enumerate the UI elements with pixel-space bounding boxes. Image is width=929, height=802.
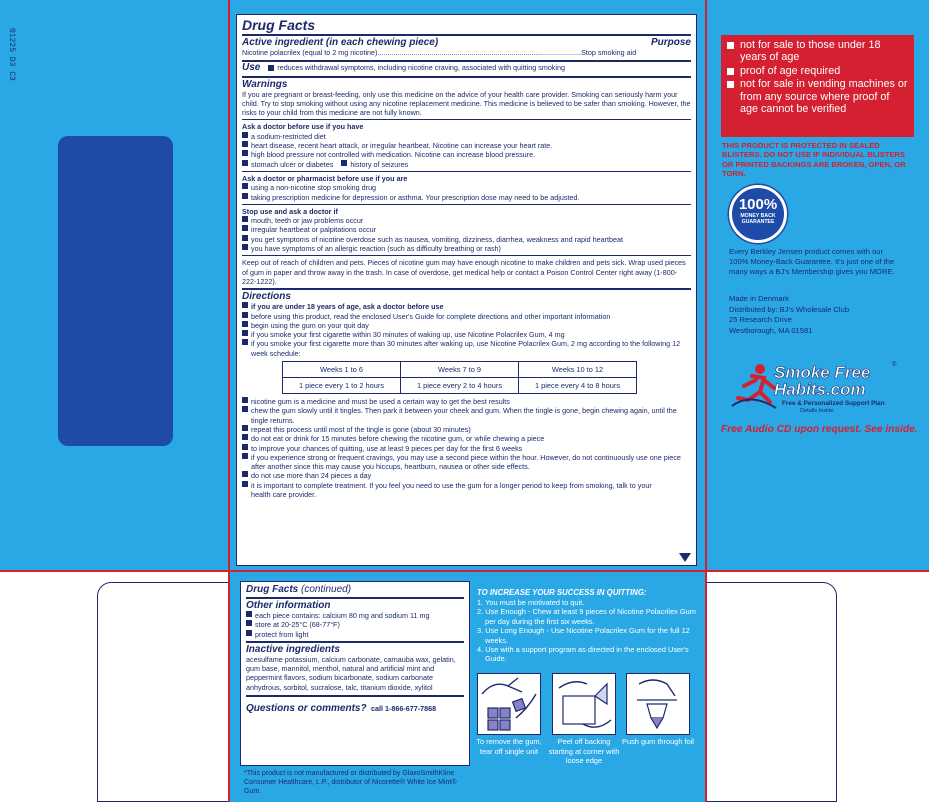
logo-line1: Smoke Free [774, 363, 871, 382]
directions-item: if you smoke your first cigarette more than 30 minutes after waking up, use Nicotine Polacrilex Gum, 2 mg according to the following 12 week schedule: [242, 339, 691, 358]
purpose-header: Purpose [650, 37, 691, 48]
directions-item: do not eat or drink for 15 minutes before chewing the nicotine gum, or while chewing a piece [242, 434, 691, 443]
bottom-right-flap [706, 582, 837, 802]
smokefree-logo: Smoke Free Habits.com ® Free & Personalized Support Plan Details Inside [722, 360, 918, 418]
success-item: 2. Use Enough - Chew at least 9 pieces of Nicotine Polacrilex Gum per day during the first six weeks. [477, 607, 696, 626]
directions-header: Directions [242, 291, 291, 303]
manufacturer-footnote: *This product is not manufactured or distributed by GlaxoSmithKline Consumer Healthcare, L.P., distributor of Nicorette® White Ice Mint® Gum. [244, 770, 457, 795]
schedule-header: Weeks 1 to 6 [283, 362, 401, 378]
money-back-badge [729, 185, 787, 243]
schedule-header: Weeks 7 to 9 [401, 362, 519, 378]
blister-warning: THIS PRODUCT IS PROTECTED IN SEALED BLISTERS. DO NOT USE IF INDIVIDUAL BLISTERS OR PRINTED BACKINGS ARE BROKEN, OPEN, OR TORN. [722, 141, 906, 179]
directions-item: chew the gum slowly until it tingles. Then park it between your cheek and gum. When the tingle is gone, begin chewing again, until the tingle returns. [242, 406, 691, 425]
directions-item: repeat this process until most of the tingle is gone (about 30 minutes) [242, 425, 691, 434]
tuck-slot [58, 136, 173, 446]
success-item: 1. You must be motivated to quit. [477, 598, 585, 607]
success-item: 3. Use Long Enough - Use Nicotine Polacrilex Gum for the full 12 weeks. [477, 626, 690, 645]
age-warning-item: not for sale in vending machines or from any source where proof of age cannot be verified [727, 78, 908, 115]
directions-item: begin using the gum on your quit day [242, 321, 691, 330]
inactive-ingredients: acesulfame potassium, calcium carbonate, carnauba wax, gelatin, gum base, mannitol, menthol, natural and artificial mint and peppermint flavors, sodium bicarbonate, sodium carbonate anhydrous, sorbitol, sucralose, talc, titanium dioxide, xylitol [246, 654, 456, 692]
directions-item: it is important to complete treatment. If you feel you need to use the gum for a longer period to keep from smoking, talk to your health care provider. [242, 481, 691, 500]
ask-doctor-item: stomach ulcer or diabetes history of seizures [242, 160, 691, 169]
questions-label: Questions or comments? [246, 703, 367, 715]
ask-pharmacist-item: taking prescription medicine for depression or asthma. Your prescription dose may need to be adjusted. [242, 193, 691, 202]
step-peel-icon [552, 673, 616, 735]
drug-facts-continued-box [240, 581, 470, 766]
other-info-item: each piece contains: calcium 80 mg and sodium 11 mg [246, 611, 464, 620]
directions-item: do not use more than 24 pieces a day [242, 471, 691, 480]
drug-facts-box [236, 14, 697, 566]
schedule-header: Weeks 10 to 12 [519, 362, 637, 378]
stop-use-item: irregular heartbeat or palpitations occur [242, 225, 691, 234]
logo-tagline: Free & Personalized Support Plan [782, 400, 885, 407]
ask-pharmacist-item: using a non-nicotine stop smoking drug [242, 183, 691, 192]
stop-use-item: you have symptoms of an allergic reaction (such as difficulty breathing or rash) [242, 244, 691, 253]
drug-facts-title: Drug Facts [242, 17, 316, 33]
success-header: TO INCREASE YOUR SUCCESS IN QUITTING: [477, 588, 647, 597]
stop-use-item: you get symptoms of nicotine overdose such as nausea, vomiting, dizziness, diarrhea, weakness and rapid heartbeat [242, 235, 691, 244]
runner-icon [730, 362, 778, 416]
guarantee-text: Every Berkley Jensen product comes with our 100% Money-Back Guarantee. It's just one of the many ways a BJ's Membership gives you MORE. [729, 247, 895, 276]
other-info-item: protect from light [246, 630, 464, 639]
logo-tagline-details: Details Inside [800, 408, 834, 414]
age-warning-item: not for sale to those under 18 years of age [727, 39, 908, 64]
pregnancy-warning: If you are pregnant or breast-feeding, only use this medicine on the advice of your health care provider. Smoking can seriously harm your child. Try to stop smoking without using any nicotine replacement medicine. This medicine is believed to be safer than smoking. However, the risks to your child from this medicine are not fully known. [242, 89, 691, 118]
use-text: reduces withdrawal symptoms, including nicotine craving, associated with quitting smoking [277, 63, 565, 73]
success-tips [477, 588, 699, 664]
made-in: Made in Denmark [729, 294, 789, 303]
ask-pharmacist-header: Ask a doctor or pharmacist before use if you are [242, 173, 408, 183]
badge-percent: 100% [738, 196, 778, 213]
other-info-item: store at 20-25°C (68-77°F) [246, 620, 464, 629]
ask-doctor-item: high blood pressure not controlled with medication. Nicotine can increase blood pressure. [242, 150, 691, 159]
use-header: Use [242, 62, 261, 74]
badge-label: MONEY BACK GUARANTEE [740, 213, 776, 225]
ask-doctor-item: heart disease, recent heart attack, or irregular heartbeat. Nicotine can increase your heart rate. [242, 141, 691, 150]
step-caption-push: Push gum through foil [622, 737, 694, 746]
age-warning-item: proof of age required [727, 65, 908, 77]
ask-doctor-item: a sodium-restricted diet [242, 132, 691, 141]
schedule-table [282, 361, 637, 394]
directions-item: nicotine gum is a medicine and must be used a certain way to get the best results [242, 397, 691, 406]
phone-number: call 1-866-677-7868 [371, 704, 437, 714]
audio-cd-offer: Free Audio CD upon request. See inside. [721, 424, 918, 435]
continued-title: Drug Facts [246, 584, 299, 595]
address-line2: Westborough, MA 01581 [729, 325, 813, 335]
lot-code: 01225 D3 C3 [7, 28, 16, 81]
success-item: 4. Use with a support program as directed in the enclosed User's Guide. [477, 645, 689, 664]
directions-item: if you experience strong or frequent cravings, you may use a second piece within the hour. However, do not continuously use one piece after another since this may cause you hiccups, heartburn, nausea or other side effects. [242, 453, 691, 472]
warnings-header: Warnings [242, 78, 288, 90]
logo-line2: Habits.com [774, 380, 866, 399]
schedule-value: 1 piece every 1 to 2 hours [283, 378, 401, 394]
schedule-value: 1 piece every 2 to 4 hours [401, 378, 519, 394]
distributed-by: Distributed by: BJ's Wholesale Club [729, 304, 850, 314]
step-push-icon [626, 673, 690, 735]
other-info-header: Other information [246, 600, 331, 611]
inactive-header: Inactive ingredients [246, 643, 340, 655]
keep-out-of-reach: Keep out of reach of children and pets. Pieces of nicotine gum may have enough nicotine to make children and pets sick. Wrap used pieces of gum in paper and throw away in the trash. In case of overdose, get medical help or contact a Poison Control Center right away (1-800-222-1222). [242, 258, 686, 286]
step-tear-icon [477, 673, 541, 735]
age-warning-box [721, 35, 914, 137]
directions-item: before using this product, read the enclosed User's Guide for complete directions and other important information [242, 312, 691, 321]
ask-doctor-header: Ask a doctor before use if you have [242, 122, 364, 132]
bottom-left-flap [97, 582, 228, 802]
directions-item: if you smoke your first cigarette within 30 minutes of waking up, use Nicotine Polacrilex Gum, 4 mg [242, 330, 691, 339]
distributor-info [729, 294, 899, 336]
continued-arrow-icon [679, 553, 691, 562]
directions-item: to improve your chances of quitting, use at least 9 pieces per day for the first 6 weeks [242, 444, 691, 453]
address-line1: 25 Research Drive [729, 315, 792, 324]
directions-item: if you are under 18 years of age, ask a doctor before use [242, 302, 691, 311]
use-row [242, 63, 691, 72]
active-ingredient-header: Active ingredient (in each chewing piece) [242, 37, 439, 48]
stop-use-header: Stop use and ask a doctor if [242, 206, 338, 216]
schedule-value: 1 piece every 4 to 8 hours [519, 378, 637, 394]
step-caption-peel: Peel off backing starting at corner with loose edge [548, 737, 620, 766]
active-ingredient-line: Nicotine polacrilex (equal to 2 mg nicotine)......................................................................................................Stop smoking aid [242, 48, 637, 57]
continued-label: (continued) [301, 584, 352, 595]
step-caption-tear: To remove the gum, tear off single unit [476, 737, 542, 756]
stop-use-item: mouth, teeth or jaw problems occur [242, 216, 691, 225]
